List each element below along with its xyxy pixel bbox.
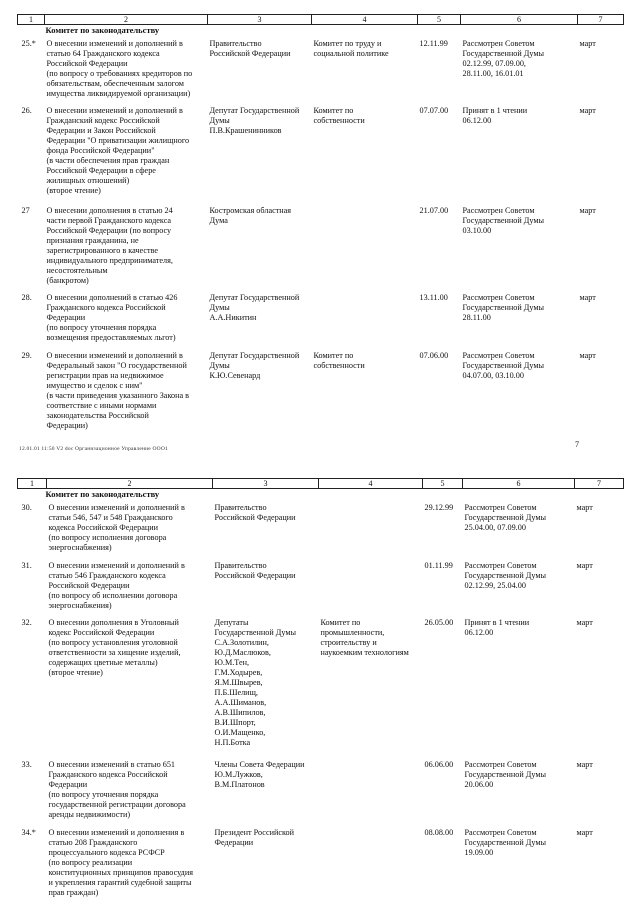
row-number: 27: [21, 206, 30, 215]
bill-title: О внесении изменений и дополнения в статью 208 Гражданского процессуального кодекса РСФСР (по вопросу реализации конституционных принципов правосудия и укрепления гарантий судебной защиты прав граждан): [48, 828, 193, 897]
review-status: Рассмотрен Советом Государственной Думы 28.11.00: [462, 293, 545, 322]
column-number-header: [18, 479, 624, 489]
table-row: [18, 499, 624, 557]
responsible-committee: Комитет по труду и социальной политике: [313, 39, 389, 58]
col-num-3: 3: [213, 479, 319, 489]
row-number: 29.: [21, 351, 32, 360]
col-num-6: 6: [461, 15, 578, 25]
row-number: 32.: [21, 618, 32, 627]
bill-title: О внесении дополнений в статью 426 Гражданского кодекса Российской Федерации (по вопросу уточнения порядка возмещения предоставляемых льгот): [46, 293, 178, 342]
responsible-committee: Комитет по промышленности, строительству и наукоемким технологиям: [320, 618, 409, 657]
table-row: [18, 202, 624, 289]
planned-term: март: [579, 206, 596, 215]
col-num-4: 4: [312, 15, 418, 25]
planned-term: март: [579, 351, 596, 360]
col-num-2: 2: [47, 479, 213, 489]
submission-date: 08.08.00: [424, 828, 454, 837]
bill-title: О внесении изменений и дополнений в статью 64 Гражданского кодекса Российской Федерации (по вопросу о требованиях кредиторов по обязательствам, обеспеченным залогом имущества ликвидируемой организации): [46, 39, 193, 98]
row-number: 25.*: [21, 39, 36, 48]
bill-title: О внесении дополнения в статью 24 части первой Гражданского кодекса Российской Федерации (по вопросу признания гражданина, не зарегистрированного в качестве индивидуального предпринимателя, несостоятельным (банкротом): [46, 206, 173, 285]
row-number: 30.: [21, 503, 32, 512]
responsible-committee: [319, 824, 423, 902]
responsible-committee: [312, 202, 418, 289]
table-row: [18, 557, 624, 614]
submission-date: 29.12.99: [424, 503, 454, 512]
col-num-5: 5: [423, 479, 463, 489]
initiator: Члены Совета Федерации Ю.М.Лужков, В.М.Платонов: [214, 760, 305, 789]
submission-date: 07.06.00: [419, 351, 449, 360]
initiator: Правительство Российской Федерации: [214, 561, 296, 580]
review-status: Рассмотрен Советом Государственной Думы 25.04.00, 07.09.00: [464, 503, 547, 532]
page2-table: [17, 478, 624, 902]
section-heading-row: [18, 489, 624, 500]
planned-term: март: [579, 293, 596, 302]
review-status: Рассмотрен Советом Государственной Думы 20.06.00: [464, 760, 547, 789]
planned-term: март: [576, 828, 593, 837]
page1-table: [17, 14, 624, 434]
submission-date: 06.06.00: [424, 760, 454, 769]
table-row: [18, 614, 624, 756]
submission-date: 26.05.00: [424, 618, 454, 627]
planned-term: март: [576, 561, 593, 570]
table-row: [18, 824, 624, 902]
table-row: [18, 756, 624, 824]
table-row: [18, 289, 624, 347]
review-status: Рассмотрен Советом Государственной Думы 04.07.00, 03.10.00: [462, 351, 545, 380]
table-row: [18, 347, 624, 434]
submission-date: 13.11.00: [419, 293, 448, 302]
responsible-committee: Комитет по собственности: [313, 106, 365, 125]
review-status: Рассмотрен Советом Государственной Думы 03.10.00: [462, 206, 545, 235]
row-number: 28.: [21, 293, 32, 302]
submission-date: 21.07.00: [419, 206, 449, 215]
responsible-committee: [312, 289, 418, 347]
initiator: Депутаты Государственной Думы С.А.Золотилин, Ю.Д.Маслюков, Ю.М.Тен, Г.М.Ходырев, Я.М.Швырев, П.Б.Шелищ, А.А.Шиманов, А.В.Шипилов, В.И.Шпорт, О.И.Мащенко, Н.П.Ботка: [214, 618, 297, 747]
initiator: Депутат Государственной Думы К.Ю.Севенард: [209, 351, 300, 380]
row-number: 26.: [21, 106, 32, 115]
table-row: [18, 102, 624, 202]
col-num-5: 5: [418, 15, 461, 25]
planned-term: март: [576, 618, 593, 627]
planned-term: март: [579, 39, 596, 48]
bill-title: О внесении дополнения в Уголовный кодекс Российской Федерации (по вопросу установления уголовной ответственности за хищение изделий, содержащих цветные металлы) (второе чтение): [48, 618, 181, 677]
review-status: Рассмотрен Советом Государственной Думы 19.09.00: [464, 828, 547, 857]
col-num-7: 7: [578, 15, 624, 25]
review-status: Рассмотрен Советом Государственной Думы 02.12.99, 07.09.00, 28.11.00, 16.01.01: [462, 39, 545, 78]
bill-title: О внесении изменений и дополнений в статьи 546, 547 и 548 Гражданского кодекса Российской Федерации (по вопросу исполнения договора энергоснабжения): [48, 503, 185, 552]
row-number: 34.*: [21, 828, 36, 837]
document-footer: 12.01.01 11:50 V2 doc Организационное Управление ООО1: [19, 446, 168, 452]
review-status: Принят в 1 чтении 06.12.00: [462, 106, 528, 125]
submission-date: 12.11.99: [419, 39, 448, 48]
submission-date: 01.11.99: [424, 561, 453, 570]
col-num-2: 2: [45, 15, 208, 25]
responsible-committee: Комитет по собственности: [313, 351, 365, 370]
table-row: [18, 35, 624, 102]
submission-date: 07.07.00: [419, 106, 449, 115]
planned-term: март: [576, 503, 593, 512]
review-status: Принят в 1 чтении 06.12.00: [464, 618, 530, 637]
planned-term: март: [579, 106, 596, 115]
responsible-committee: [319, 756, 423, 824]
col-num-7: 7: [575, 479, 624, 489]
row-number: 33.: [21, 760, 32, 769]
section-title: Комитет по законодательству: [45, 25, 160, 35]
responsible-committee: [319, 557, 423, 614]
section-title: Комитет по законодательству: [45, 489, 160, 499]
col-num-6: 6: [463, 479, 575, 489]
initiator: Правительство Российской Федерации: [209, 39, 291, 58]
initiator: Депутат Государственной Думы П.В.Крашенинников: [209, 106, 300, 135]
column-number-header: [18, 15, 624, 25]
responsible-committee: [319, 499, 423, 557]
col-num-3: 3: [208, 15, 312, 25]
bill-title: О внесении изменений и дополнений в Федеральный закон "О государственной регистрации прав на недвижимое имущество и сделок с ним" (в части приведения указанного Закона в соответствие с иными нормами законодательства Российской Федерации): [46, 351, 190, 430]
col-num-1: 1: [18, 479, 47, 489]
col-num-1: 1: [18, 15, 45, 25]
initiator: Костромская областная Дума: [209, 206, 292, 225]
bill-title: О внесении изменений и дополнений в Гражданский кодекс Российской Федерации и Закон Российской Федерации "О приватизации жилищного фонда Российской Федерации" (в части обеспечения прав граждан Российской Федерации в сфере жилищных отношений) (второе чтение): [46, 106, 190, 195]
section-heading-row: [18, 25, 624, 36]
review-status: Рассмотрен Советом Государственной Думы 02.12.99, 25.04.00: [464, 561, 547, 590]
row-number: 31.: [21, 561, 32, 570]
initiator: Правительство Российской Федерации: [214, 503, 296, 522]
col-num-4: 4: [319, 479, 423, 489]
planned-term: март: [576, 760, 593, 769]
initiator: Президент Российской Федерации: [214, 828, 295, 847]
page-number: 7: [575, 440, 579, 449]
initiator: Депутат Государственной Думы А.А.Никитин: [209, 293, 300, 322]
bill-title: О внесении изменений и дополнений в статью 546 Гражданского кодекса Российской Федерации (по вопросу об исполнении договора энергоснабжения): [48, 561, 185, 610]
bill-title: О внесении изменений в статью 651 Гражданского кодекса Российской Федерации (по вопросу уточнения порядка государственной регистрации договора аренды недвижимости): [48, 760, 186, 819]
